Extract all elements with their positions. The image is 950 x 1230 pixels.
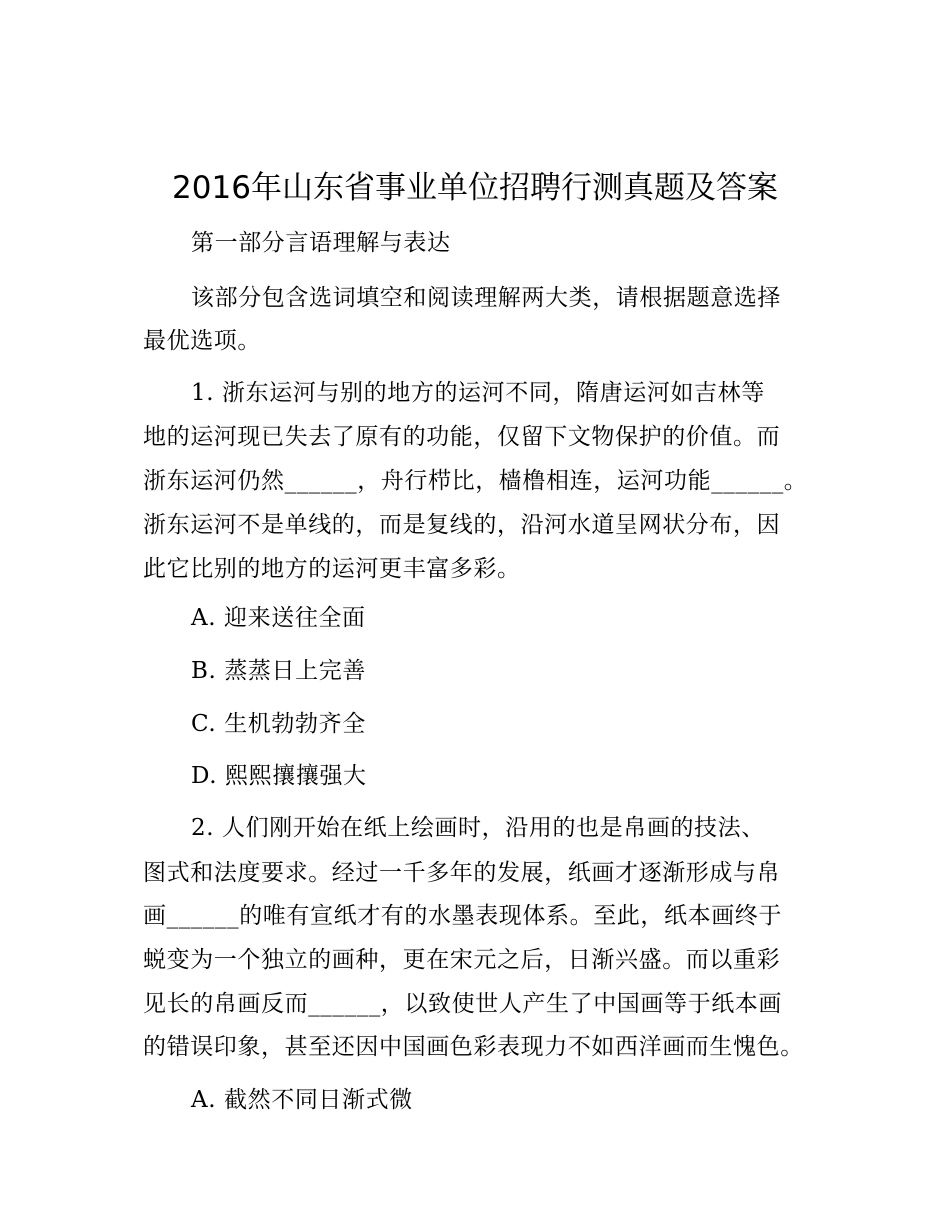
question-1-line: 此它比别的地方的运河更丰富多彩。 bbox=[143, 556, 521, 582]
question-2-line: 图式和法度要求。经过一千多年的发展，纸画才逐渐形成与帛 bbox=[143, 860, 781, 886]
question-1-line: 1. 浙东运河与别的地方的运河不同，隋唐运河如吉林等 bbox=[191, 380, 765, 406]
question-1-line: 浙东运河仍然______，舟行栉比，樯橹相连，运河功能______。 bbox=[143, 468, 808, 494]
intro-line: 最优选项。 bbox=[143, 328, 261, 354]
document-title: 2016年山东省事业单位招聘行测真题及答案 bbox=[172, 170, 778, 206]
section-heading: 第一部分言语理解与表达 bbox=[191, 230, 451, 256]
question-1-option-d: D. 熙熙攘攘强大 bbox=[191, 763, 367, 789]
question-2-line: 蜕变为一个独立的画种，更在宋元之后，日渐兴盛。而以重彩 bbox=[143, 947, 781, 973]
question-1-line: 地的运河现已失去了原有的功能，仅留下文物保护的价值。而 bbox=[143, 424, 781, 450]
question-1-line: 浙东运河不是单线的，而是复线的，沿河水道呈网状分布，因 bbox=[143, 512, 781, 538]
question-1-option-b: B. 蒸蒸日上完善 bbox=[191, 658, 366, 684]
question-2-line: 的错误印象，甚至还因中国画色彩表现力不如西洋画而生愧色。 bbox=[143, 1034, 804, 1060]
question-2-line: 见长的帛画反而______，以致使世人产生了中国画等于纸本画 bbox=[143, 991, 782, 1017]
question-2-line: 2. 人们刚开始在纸上绘画时，沿用的也是帛画的技法、 bbox=[191, 815, 765, 841]
question-2-line: 画______的唯有宣纸才有的水墨表现体系。至此，纸本画终于 bbox=[143, 903, 782, 929]
question-1-option-a: A. 迎来送往全面 bbox=[191, 605, 366, 631]
intro-line: 该部分包含选词填空和阅读理解两大类，请根据题意选择 bbox=[191, 285, 781, 311]
question-1-option-c: C. 生机勃勃齐全 bbox=[191, 711, 366, 737]
question-2-option-a: A. 截然不同日渐式微 bbox=[191, 1087, 413, 1113]
